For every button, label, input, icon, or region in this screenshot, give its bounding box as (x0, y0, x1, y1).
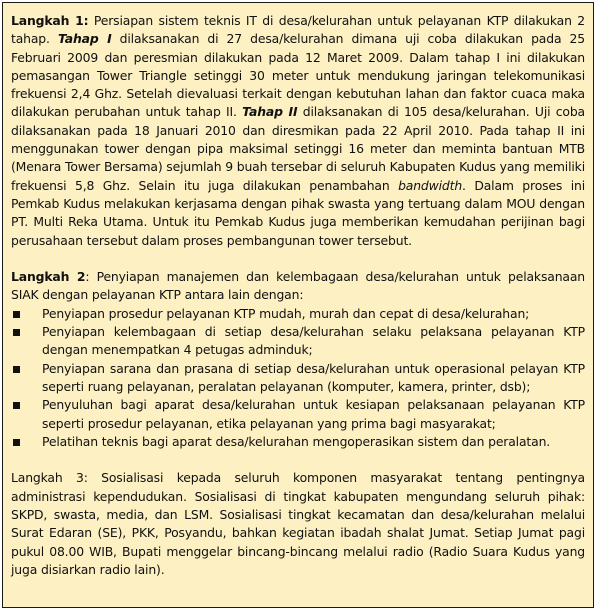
square-bullet-icon (13, 402, 20, 409)
langkah-1-paragraph (11, 12, 585, 250)
langkah-2-intro-text: : Penyiapan manajemen dan kelembagaan desa/kelurahan untuk pelaksanaan SIAK dengan pelayanan KTP antara lain dengan: (11, 269, 585, 303)
langkah-1-text-1: Persiapan sistem teknis IT di desa/kelurahan untuk pelayanan KTP dilakukan 2 tahap. (11, 13, 585, 47)
bandwidth-term: bandwidth (398, 177, 463, 193)
list-item-text: Penyiapan kelembagaan di setiap desa/kelurahan selaku pelaksana pelayanan KTP dengan menempatkan 4 petugas adminduk; (42, 324, 585, 358)
list-item (11, 360, 585, 397)
square-bullet-icon (13, 311, 20, 318)
list-item (11, 396, 585, 433)
list-item-text: Penyuluhan bagi aparat desa/kelurahan untuk kesiapan pelaksanaan pelayanan KTP seperti prosedur pelayanan, etika pelayanan yang prima bagi masyarakat; (42, 397, 585, 431)
list-item-text: Penyiapan prosedur pelayanan KTP mudah, murah dan cepat di desa/kelurahan; (42, 305, 530, 321)
square-bullet-icon (13, 439, 20, 446)
list-item-text: Penyiapan sarana dan prasana di setiap desa/kelurahan untuk operasional pelayan KTP seperti ruang pelayanan, peralatan pelayanan (komputer, kamera, printer, dsb); (42, 360, 585, 394)
paragraph-gap (11, 250, 585, 268)
square-bullet-icon (13, 329, 20, 336)
langkah-3-paragraph: Langkah 3: Sosialisasi kepada seluruh komponen masyarakat tentang pentingnya administrasi kependudukan. Sosialisasi di tingkat kabupaten mengundang seluruh pihak: SKPD, swasta, media, dan LSM. Sosialisasi tingkat kecamatan dan desa/kelurahan melalui Surat Edaran (SE), PKK, Posyandu, bahkan kegiatan ibadah shalat Jumat. Setiap Jumat pagi pukul 08.00 WIB, Bupati menggelar bincang-bincang melalui radio (Radio Suara Kudus yang juga disiarkan radio lain). (11, 470, 585, 577)
tahap-1-label: Tahap I (57, 31, 112, 47)
langkah-2-list (11, 305, 585, 451)
list-item-text: Pelatihan teknis bagi aparat desa/kelurahan mengoperasikan sistem dan peralatan. (42, 433, 551, 449)
list-item (11, 433, 585, 451)
square-bullet-icon (13, 366, 20, 373)
langkah-2-intro (11, 268, 585, 305)
langkah-1-text-4: . Dalam proses ini Pemkab Kudus melakukan kerjasama dengan pihak swasta yang tertuang dalam MOU dengan PT. Multi Reka Utama. Untuk itu Pemkab Kudus juga memberikan kemudahan perijinan bagi perusahaan tersebut dalam proses pembangunan tower tersebut. (11, 177, 585, 248)
info-box (2, 2, 594, 608)
langkah-1-label: Langkah 1: (11, 13, 89, 28)
tahap-2-label: Tahap II (242, 104, 298, 120)
langkah-2-label: Langkah 2 (11, 269, 86, 285)
list-item (11, 323, 585, 360)
list-item (11, 305, 585, 323)
langkah-1-text-3: dilaksanakan di 105 desa/kelurahan. Uji coba dilaksanakan pada 18 Januari 2010 dan diresmikan pada 22 April 2010. Pada tahap II ini menggunakan tower dengan pipa maksimal setinggi 16 meter dan meminta bantuan MTB (Menara Tower Bersama) sejumlah 9 buah tersebar di seluruh Kabupaten Kudus yang memiliki frekuensi 5,8 Ghz. Selain itu juga dilakukan penambahan (11, 104, 585, 193)
langkah-1-text-2: dilaksanakan di 27 desa/kelurahan dimana uji coba dilakukan pada 25 Februari 2009 dan peresmian dilakukan pada 12 Maret 2009. Dalam tahap I ini dilakukan pemasangan Tower Triangle setinggi 30 meter untuk mendukung jaringan telekomunikasi frekuensi 2,4 Ghz. Setelah dievaluasi terkait dengan kebutuhan lahan dan faktor cuaca maka dilakukan perubahan untuk tahap II. (11, 31, 586, 120)
paragraph-gap (11, 451, 585, 469)
